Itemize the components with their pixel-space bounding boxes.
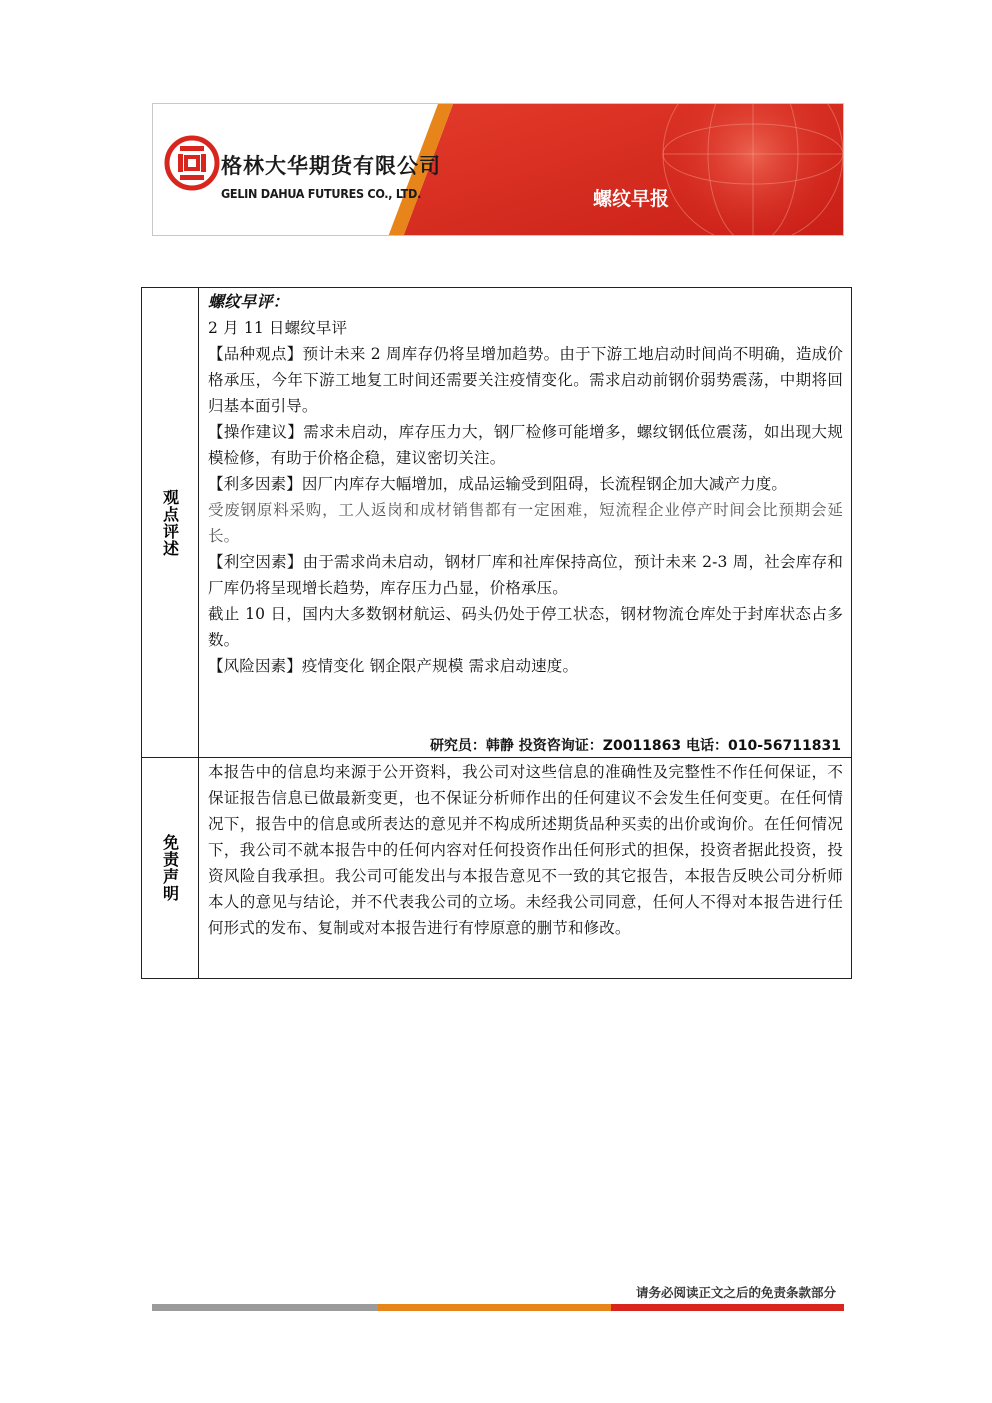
disclaimer-row <box>142 757 851 978</box>
variety-view: 【品种观点】预计未来 2 周库存仍将呈增加趋势。由于下游工地启动时间尚不明确，造成价格承压，今年下游工地复工时间还需要关注疫情变化。需求启动前钢价弱势震荡，中期将回归基本面引导。 <box>208 345 843 415</box>
researcher-info: 研究员：韩静 投资咨询证：Z0011863 电话：010-56711831 <box>429 738 841 754</box>
disclaimer-label-cell <box>142 758 199 978</box>
footer-bar <box>152 1304 844 1311</box>
report-title: 螺纹早报 <box>593 188 670 210</box>
operation-advice: 【操作建议】需求未启动，库存压力大，钢厂检修可能增多，螺纹钢低位震荡，如出现大规模检修，有助于价格企稳，建议密切关注。 <box>208 423 843 467</box>
review-date: 2 月 11 日螺纹早评 <box>208 319 348 337</box>
views-row <box>142 288 851 757</box>
disclaimer-label: 免责声明 <box>160 834 180 902</box>
risk-factors: 【风险因素】疫情变化 钢企限产规模 需求启动速度。 <box>208 657 579 675</box>
logistics-status: 截止 10 日，国内大多数钢材航运、码头仍处于停工状态，钢材物流仓库处于封库状态占多数。 <box>208 605 843 649</box>
disclaimer-content <box>199 758 851 978</box>
company-name-en: GELIN DAHUA FUTURES CO., LTD. <box>221 186 422 201</box>
review-title: 螺纹早评： <box>208 292 289 311</box>
bullish-factors-continued: 受废钢原料采购，工人返岗和成材销售都有一定困难，短流程企业停产时间会比预期会延长。 <box>208 501 843 545</box>
header-banner <box>152 103 844 236</box>
footer-bar-orange <box>378 1304 611 1311</box>
footer-bar-red <box>611 1304 844 1311</box>
company-name-cn: 格林大华期货有限公司 <box>221 154 441 178</box>
views-label: 观点评述 <box>160 488 180 557</box>
report-table <box>141 287 852 979</box>
footer-bar-gray <box>152 1304 378 1311</box>
bullish-factors: 【利多因素】因厂内库存大幅增加，成品运输受到阻碍，长流程钢企加大减产力度。 <box>208 475 788 493</box>
disclaimer-text: 本报告中的信息均来源于公开资料，我公司对这些信息的准确性及完整性不作任何保证，不保证报告信息已做最新变更，也不保证分析师作出的任何建议不会发生任何变更。在任何情况下，报告中的信息或所表达的意见并不构成所述期货品种买卖的出价或询价。在任何情况下，我公司不就本报告中的任何内容对任何投资作出任何形式的担保，投资者据此投资，投资风险自我承担。我公司可能发出与本报告意见不一致的其它报告，本报告反映公司分析师本人的意见与结论，并不代表我公司的立场。未经我公司同意，任何人不得对本报告进行任何形式的发布、复制或对本报告进行有悖原意的删节和修改。 <box>208 763 843 937</box>
gelin-dahua-logo-icon <box>163 134 221 192</box>
views-label-cell <box>142 288 199 757</box>
views-content <box>199 288 851 757</box>
bearish-factors: 【利空因素】由于需求尚未启动，钢材厂库和社库保持高位，预计未来 2-3 周，社会库存和厂库仍将呈现增长趋势，库存压力凸显，价格承压。 <box>208 553 843 597</box>
footer-note: 请务必阅读正文之后的免责条款部分 <box>635 1285 836 1300</box>
